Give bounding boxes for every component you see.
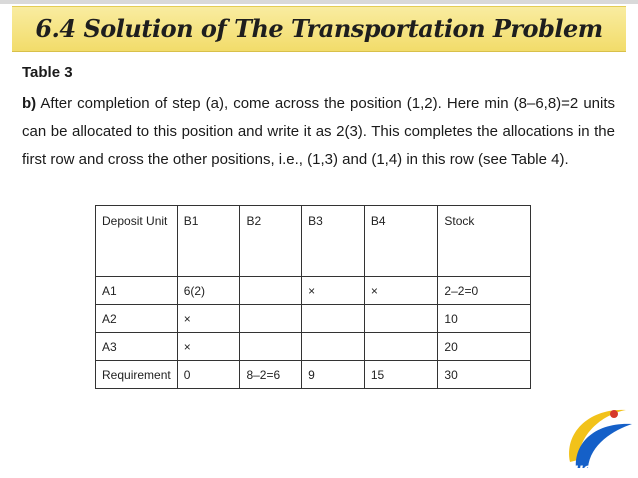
- table-cell: ×: [177, 305, 240, 333]
- header-cell: B1: [177, 206, 240, 277]
- table-cell: 10: [438, 305, 531, 333]
- header-cell: Deposit Unit: [96, 206, 178, 277]
- table-cell: 6(2): [177, 277, 240, 305]
- header-cell: B2: [240, 206, 302, 277]
- table-row: [96, 333, 531, 361]
- table-cell: 30: [438, 361, 531, 389]
- step-label: b): [22, 95, 37, 112]
- table-cell: ×: [302, 277, 365, 305]
- table-header-row: [96, 206, 531, 277]
- table-cell: [240, 305, 302, 333]
- header-cell: Stock: [438, 206, 531, 277]
- table-cell: A3: [96, 333, 178, 361]
- table-cell: [240, 333, 302, 361]
- slide-title: 6.4 Solution of The Transportation Problem: [35, 14, 603, 43]
- table-cell: 9: [302, 361, 365, 389]
- table-cell: [364, 305, 438, 333]
- transportation-table: [95, 205, 531, 389]
- header-cell: B3: [302, 206, 365, 277]
- paragraph-text: After completion of step (a), come across the position (1,2). Here min (8–6,8)=2 units can be allocated to this position and write it as 2(3). This completes the allocations in the first row and cross the other positions, i.e., (1,3) and (1,4) in this row (see Table 4).: [22, 95, 615, 168]
- table-row: [96, 361, 531, 389]
- body-paragraph: [22, 90, 615, 174]
- logo-dot: [610, 410, 618, 418]
- table-row: [96, 277, 531, 305]
- table-cell: ×: [177, 333, 240, 361]
- table-cell: 2–2=0: [438, 277, 531, 305]
- table-cell: 15: [364, 361, 438, 389]
- table-cell: [364, 333, 438, 361]
- top-border: [0, 0, 638, 4]
- table-cell: 0: [177, 361, 240, 389]
- table-cell: A2: [96, 305, 178, 333]
- table-cell: 8–2=6: [240, 361, 302, 389]
- success-logo: [560, 402, 638, 478]
- table-cell: [302, 305, 365, 333]
- table-cell: ×: [364, 277, 438, 305]
- table-row: [96, 305, 531, 333]
- table-cell: [302, 333, 365, 361]
- table-cell: Requirement: [96, 361, 178, 389]
- header-cell: B4: [364, 206, 438, 277]
- table-cell: 20: [438, 333, 531, 361]
- section-heading: Table 3: [22, 64, 73, 81]
- table-cell: A1: [96, 277, 178, 305]
- table-cell: [240, 277, 302, 305]
- title-banner: [12, 6, 626, 52]
- logo-text: uccess: [574, 462, 623, 477]
